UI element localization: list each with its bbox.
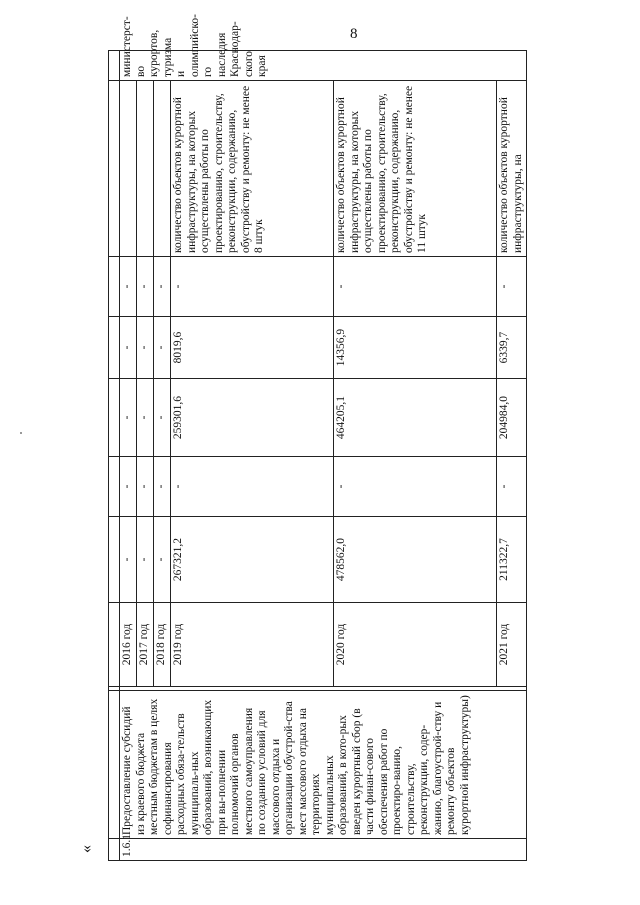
- regional-budget-cell: 259301,6: [171, 379, 334, 457]
- municipal-budget-cell: 8019,6: [171, 317, 334, 379]
- activity-description-cell: Предоставление субсидий из краевого бюджета местным бюджетам в целях софинансирования расходных обяза-тельств муниципаль-ных образований, возникающих при вы-полнении полномочий органов местного самоуправления по созданию условий для массового отдыха и организации обустрой-ства мест массового отдыха на территориях муниципальных образований, в кото-рых введен курортный сбор (в части финан-сового обеспечения работ по проектиро-ванию, строительству, реконструкции, содер-жанию, благоустрой-ству и ремонту объектов курортной инфраструктуры): [120, 691, 527, 839]
- table-row: [120, 51, 137, 861]
- other-sources-cell: -: [120, 257, 137, 317]
- program-activities-table: [108, 14, 527, 861]
- result-cell: [120, 81, 137, 257]
- total-cell: 211322,7: [497, 517, 527, 603]
- year-cell: 2019 год: [171, 603, 334, 687]
- column-index-row: [109, 51, 120, 861]
- year-cell: 2016 год: [120, 603, 137, 687]
- spacer-cell: [120, 687, 527, 691]
- total-cell: -: [154, 517, 171, 603]
- federal-budget-cell: -: [154, 457, 171, 517]
- municipal-budget-cell: 6339,7: [497, 317, 527, 379]
- scan-artifact: [20, 432, 22, 434]
- regional-budget-cell: -: [137, 379, 154, 457]
- other-sources-cell: -: [497, 257, 527, 317]
- municipal-budget-cell: -: [137, 317, 154, 379]
- result-cell: [154, 81, 171, 257]
- federal-budget-cell: -: [120, 457, 137, 517]
- executor-cell: министерст-во курортов, туризма и олимпийско-го наследия Краснодар-ского края: [120, 51, 527, 81]
- other-sources-cell: -: [334, 257, 497, 317]
- year-cell: 2020 год: [334, 603, 497, 687]
- municipal-budget-cell: 14356,9: [334, 317, 497, 379]
- rotated-table-container: [108, 14, 528, 861]
- result-cell: количество объектов курортной инфраструктуры, на которых осуществлены работы по проектированию, строительству, реконструкции, содержанию, обустройству и ремонту: не менее 11 штук: [334, 81, 497, 257]
- total-cell: -: [137, 517, 154, 603]
- regional-budget-cell: 204984,0: [497, 379, 527, 457]
- total-cell: -: [120, 517, 137, 603]
- year-cell: 2021 год: [497, 603, 527, 687]
- regional-budget-cell: 464205,1: [334, 379, 497, 457]
- other-sources-cell: -: [137, 257, 154, 317]
- result-cell: количество объектов курортной инфраструктуры, на: [497, 81, 527, 257]
- total-cell: 267321,2: [171, 517, 334, 603]
- regional-budget-cell: -: [120, 379, 137, 457]
- opening-quote-mark: «: [78, 845, 95, 853]
- year-cell: 2018 год: [154, 603, 171, 687]
- total-cell: 478562,0: [334, 517, 497, 603]
- federal-budget-cell: -: [334, 457, 497, 517]
- year-cell: 2017 год: [137, 603, 154, 687]
- federal-budget-cell: -: [137, 457, 154, 517]
- result-cell: количество объектов курортной инфраструктуры, на которых осуществлены работы по проектированию, строительству, реконструкции, содержанию, обустройству и ремонту: не менее 8 штук: [171, 81, 334, 257]
- other-sources-cell: -: [171, 257, 334, 317]
- regional-budget-cell: -: [154, 379, 171, 457]
- result-cell: [137, 81, 154, 257]
- page-number: 8: [350, 26, 358, 42]
- municipal-budget-cell: -: [120, 317, 137, 379]
- municipal-budget-cell: -: [154, 317, 171, 379]
- federal-budget-cell: -: [171, 457, 334, 517]
- row-number-cell: 1.6.1: [120, 839, 527, 861]
- other-sources-cell: -: [154, 257, 171, 317]
- federal-budget-cell: -: [497, 457, 527, 517]
